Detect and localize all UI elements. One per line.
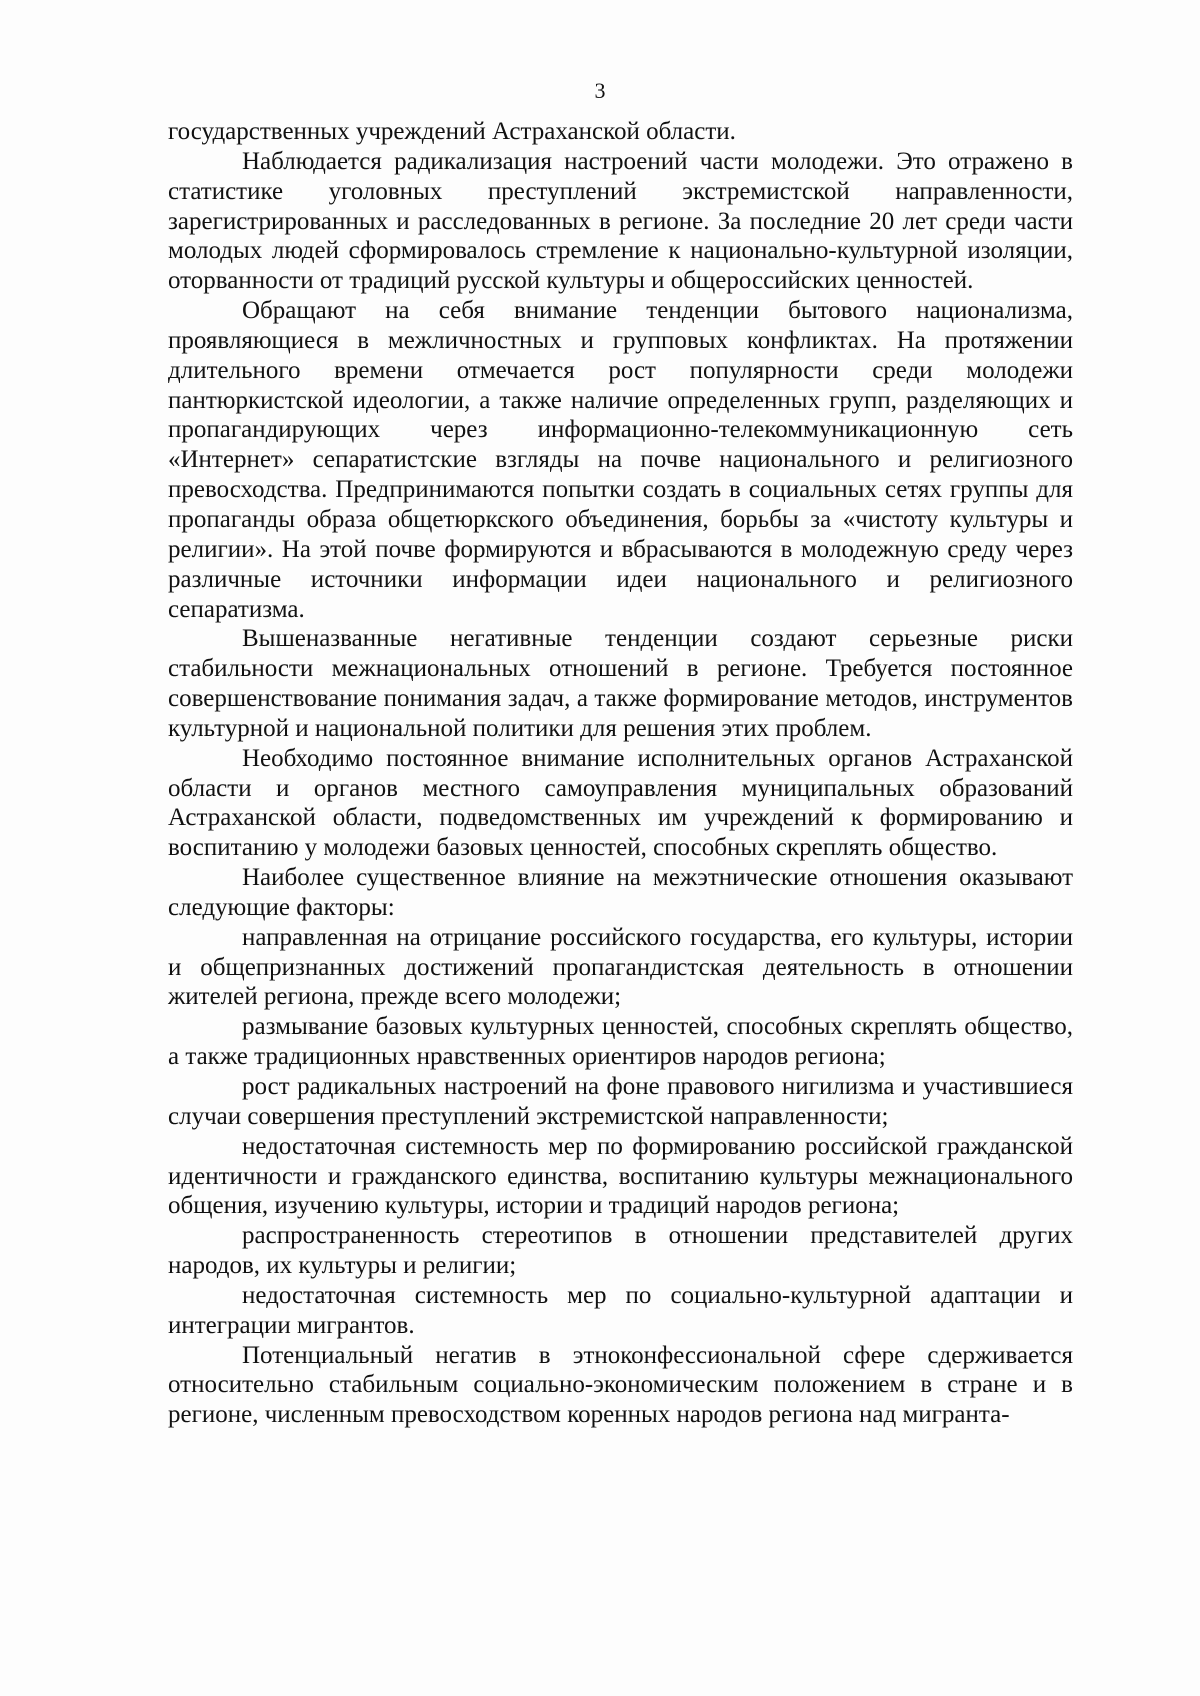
paragraph-radicalization: Наблюдается радикализация настроений части молодежи. Это отражено в статистике уголовных преступлений экстремистской направленности, зарегистрированных и расследованных в регионе. За последние 20 лет среди части молодых людей сформировалось стремление к национально-культурной изоляции, оторванности от традиций русской культуры и общероссийских ценностей.: [168, 147, 1073, 295]
list-item: недостаточная системность мер по формированию российской гражданской идентичности и гражданского единства, воспитанию культуры межнационального общения, изучению культуры, истории и традиций народов региона;: [168, 1132, 1073, 1220]
paragraph-closing: Потенциальный негатив в этноконфессиональной сфере сдерживается относительно стабильным социально-экономическим положением в стране и в регионе, численным превосходством коренных народов региона над мигранта-: [168, 1341, 1073, 1429]
list-item: распространенность стереотипов в отношении представителей других народов, их культуры и религии;: [168, 1222, 1073, 1280]
paragraph-attention: Необходимо постоянное внимание исполнительных органов Астраханской области и органов местного самоуправления муниципальных образований Астраханской области, подведомственных им учреждений к формированию и воспитанию у молодежи базовых ценностей, способных скреплять общество.: [168, 744, 1073, 862]
list-item: рост радикальных настроений на фоне правового нигилизма и участившиеся случаи совершения преступлений экстремистской направленности;: [168, 1073, 1073, 1130]
paragraph-risks: Вышеназванные негативные тенденции создают серьезные риски стабильности межнациональных отношений в регионе. Требуется постоянное совершенствование понимания задач, а также формирование методов, инструментов культурной и национальной политики для решения этих проблем.: [168, 625, 1073, 742]
paragraph-factors-intro: Наиболее существенное влияние на межэтнические отношения оказывают следующие факторы:: [168, 864, 1073, 921]
list-item: размывание базовых культурных ценностей, способных скреплять общество, а также традиционных нравственных ориентиров народов региона;: [168, 1013, 1073, 1071]
list-item: направленная на отрицание российского государства, его культуры, истории и общепризнанных достижений пропагандистская деятельность в отношении жителей региона, прежде всего молодежи;: [168, 923, 1073, 1011]
page-number: 3: [594, 78, 606, 103]
document-body: [168, 117, 1073, 1430]
list-item: недостаточная системность мер по социально-культурной адаптации и интеграции мигрантов.: [168, 1281, 1073, 1339]
factors-list: [168, 923, 1073, 1341]
paragraph-continuation: государственных учреждений Астраханской области.: [168, 118, 736, 145]
paragraph-nationalism: Обращают на себя внимание тенденции бытового национализма, проявляющиеся в межличностных и групповых конфликтах. На протяжении длительного времени отмечается рост популярности среди молодежи пантюркистской идеологии, а также наличие определенных групп, разделяющих и пропагандирующих через информационно-телекоммуникационную сеть «Интернет» сепаратистские взгляды на почве национального и религиозного превосходства. Предпринимаются попытки создать в социальных сетях группы для пропаганды образа общетюркского объединения, борьбы за «чистоту культуры и религии». На этой почве формируются и вбрасываются в молодежную среду через различные источники информации идеи национального и религиозного сепаратизма.: [168, 297, 1073, 623]
